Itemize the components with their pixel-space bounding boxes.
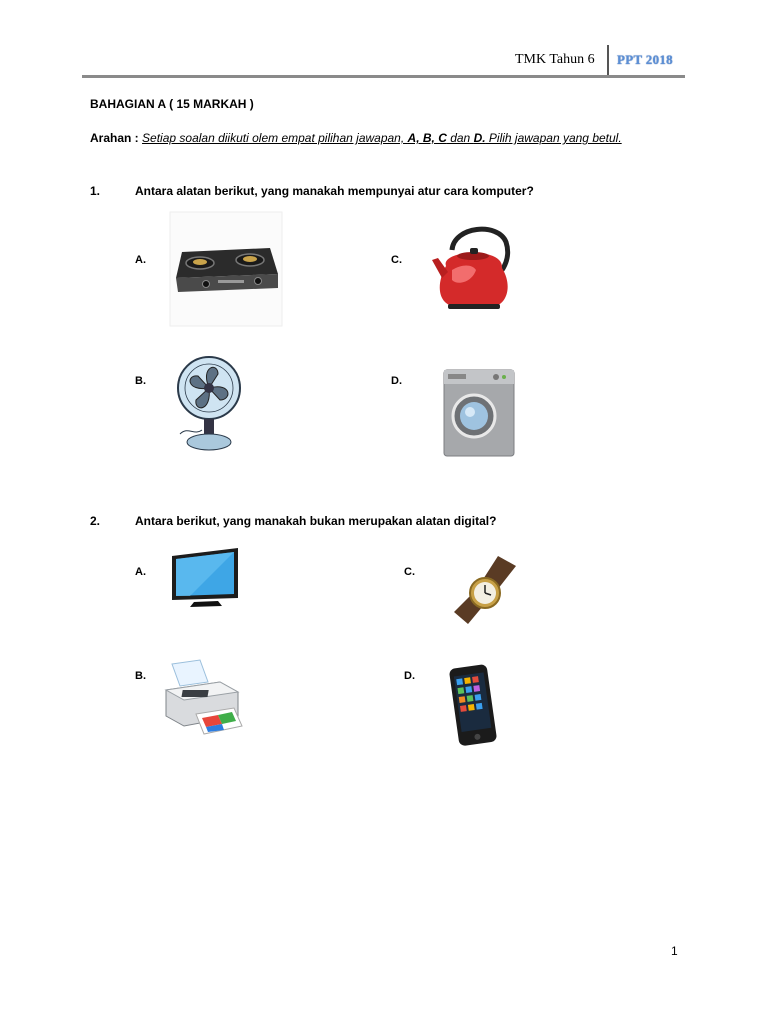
instructions-text xyxy=(142,131,622,145)
instructions-options: A, B, C xyxy=(407,131,447,145)
q1-option-a-label[interactable]: A. xyxy=(135,254,146,266)
kettle-icon[interactable] xyxy=(432,220,516,310)
instructions-label: Arahan : xyxy=(90,131,139,145)
header-rule xyxy=(82,75,685,78)
wristwatch-icon[interactable] xyxy=(450,556,520,626)
header-title: TMK Tahun 6 xyxy=(515,52,595,67)
q2-option-c-label[interactable]: C. xyxy=(404,566,415,578)
instructions-text-part: dan xyxy=(446,131,474,145)
question-2-text: Antara berikut, yang manakah bukan merupakan alatan digital? xyxy=(135,514,497,528)
fan-icon[interactable] xyxy=(174,356,244,454)
instructions-text-part: Pilih jawapan yang betul. xyxy=(485,131,622,145)
instructions-text-part: Setiap soalan diikuti olem empat pilihan jawapan, xyxy=(142,131,408,145)
question-1-number: 1. xyxy=(90,184,101,198)
question-1-text: Antara alatan berikut, yang manakah mempunyai atur cara komputer? xyxy=(135,184,534,198)
washing-machine-icon[interactable] xyxy=(444,370,514,456)
q2-option-b-label[interactable]: B. xyxy=(135,670,146,682)
q2-option-a-label[interactable]: A. xyxy=(135,566,146,578)
q1-option-d-label[interactable]: D. xyxy=(391,375,402,387)
printer-icon[interactable] xyxy=(162,660,246,736)
question-2-number: 2. xyxy=(90,514,101,528)
header-divider xyxy=(607,45,609,75)
gas-stove-icon[interactable] xyxy=(170,212,282,326)
q2-option-d-label[interactable]: D. xyxy=(404,670,415,682)
smartphone-icon[interactable] xyxy=(448,664,500,746)
television-icon[interactable] xyxy=(170,548,240,610)
section-heading: BAHAGIAN A ( 15 MARKAH ) xyxy=(90,97,254,111)
instructions-last-option: D. xyxy=(473,131,486,145)
page-number: 1 xyxy=(671,944,678,958)
instructions xyxy=(90,131,622,145)
header-badge: PPT 2018 xyxy=(617,52,673,67)
q1-option-c-label[interactable]: C. xyxy=(391,254,402,266)
q1-option-b-label[interactable]: B. xyxy=(135,375,146,387)
